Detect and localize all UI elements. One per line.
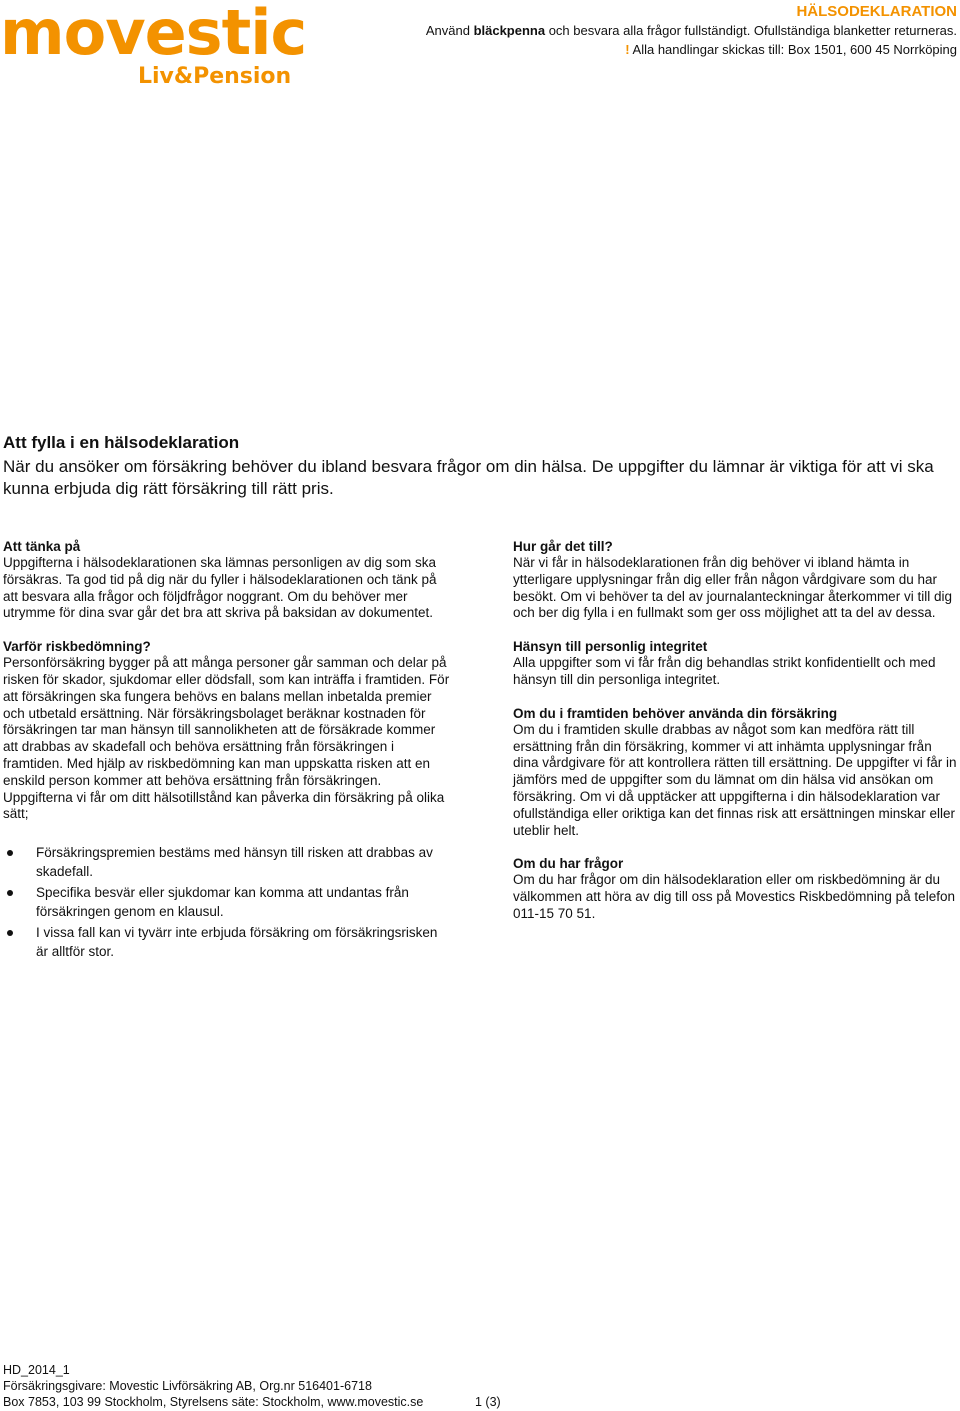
section-integritet — [513, 638, 958, 689]
address-text: Alla handlingar skickas till: Box 1501, 600 45 Norrköping — [629, 42, 957, 57]
section-fragor — [513, 855, 958, 922]
section-text: Alla uppgifter som vi får från dig behandlas strikt konfidentiellt och med hänsyn till din personliga integritet. — [513, 655, 936, 687]
page-footer — [3, 1362, 903, 1410]
section-hur-gar-det-till — [513, 538, 958, 622]
header-instruction — [426, 23, 957, 38]
logo-subtitle: Liv&Pension — [138, 64, 292, 89]
section-title: Att tänka på — [3, 539, 81, 554]
section-text: Om du i framtiden skulle drabbas av något som kan medföra rätt till ersättning från din försäkring, kommer vi att inhämta upplysningar från dina vårdgivare för att kontrollera rätten till ersättning. De uppgifter vi får in jämförs med de uppgifter som du lämnat om din hälsa vid ansökan om försäkring. Om vi då upptäcker att uppgifterna i din hälsodeklaration var ofullständiga eller oriktiga kan det finnas risk att ersättningen minskar eller uteblir helt. — [513, 721, 957, 838]
section-title: Hänsyn till personlig integritet — [513, 639, 708, 655]
form-title: HÄLSODEKLARATION — [796, 3, 957, 20]
section-title: Hur går det till? — [513, 539, 613, 554]
left-column — [3, 538, 453, 977]
header-address — [625, 42, 957, 57]
instruction-pre: Använd — [425, 23, 474, 38]
form-code: HD_2014_1 — [3, 1363, 70, 1377]
section-title: Om du har frågor — [513, 856, 624, 872]
instruction-post: och besvara alla frågor fullständigt. Ofullständiga blanketter returneras. — [545, 23, 957, 38]
bullet-icon — [7, 850, 13, 856]
list-item — [3, 883, 453, 921]
bullet-list — [3, 843, 453, 961]
list-item — [3, 843, 453, 881]
section-text: Om du har frågor om din hälsodeklaration eller om riskbedömning är du välkommen att höra av dig till oss på Movestics Riskbedömning på telefon 011-15 70 51. — [513, 872, 955, 921]
company-address: Box 7853, 103 99 Stockholm, Styrelsens säte: Stockholm, www.movestic.se — [3, 1395, 424, 1409]
section-title: Om du i framtiden behöver använda din försäkring — [513, 705, 838, 721]
page-number: 1 (3) — [475, 1395, 501, 1409]
section-text: När vi får in hälsodeklarationen från dig behöver vi ibland hämta in ytterligare upplysningar från dig eller från någon vårdgivare som du har besökt. Om vi behöver ta del av journalanteckningar återkommer vi till dig och ber dig fylla i en fullmakt som ger oss möjlighet att ta del av dessa. — [513, 555, 952, 621]
section-framtiden — [513, 705, 958, 840]
movestic-logo — [0, 0, 307, 92]
exclamation-icon: ! — [625, 42, 630, 57]
section-title: Varför riskbedömning? — [3, 639, 151, 655]
intro-section — [3, 432, 953, 500]
list-item — [3, 923, 453, 961]
bullet-icon — [7, 890, 13, 896]
section-text: Uppgifterna i hälsodeklarationen ska lämnas personligen av dig som ska försäkras. Ta god tid på dig när du fyller i hälsodeklarationen och tänk på att besvara alla frågor och följdfrågor noggrant. Om du behöver mer utrymme för dina svar går det bra att skriva på baksidan av dokumentet. — [3, 555, 437, 621]
list-item-text: I vissa fall kan vi tyvärr inte erbjuda försäkring om försäkringsrisken är alltför stor. — [36, 925, 438, 960]
insurer-info: Försäkringsgivare: Movestic Livförsäkring AB, Org.nr 516401-6718 — [3, 1379, 372, 1393]
section-att-tanka-pa — [3, 538, 453, 622]
section-riskbedomning — [3, 638, 453, 961]
intro-title: Att fylla i en hälsodeklaration — [3, 433, 240, 452]
bullet-icon — [7, 930, 13, 936]
list-item-text: Specifika besvär eller sjukdomar kan komma att undantas från försäkringen genom en klausul. — [36, 885, 409, 920]
right-column — [513, 538, 958, 939]
intro-text: När du ansöker om försäkring behöver du ibland besvara frågor om din hälsa. De uppgifter du lämnar är viktiga för att vi ska kunna erbjuda dig rätt försäkring till rätt pris. — [3, 457, 934, 498]
section-text-2: Uppgifterna vi får om ditt hälsotillstånd kan påverka din försäkring på olika sätt; — [3, 789, 445, 822]
section-text: Personförsäkring bygger på att många personer går samman och delar på risken för skador, sjukdomar eller dödsfall, som kan inträffa i framtiden. För att försäkringen ska fungera behövs en balans mellan inbetalda premier och utbetald ersättning. När försäkringsbolaget beräknar kostnaden för försäkringen tar man hänsyn till sannolikheten att de försäkrade kommer att drabbas av skadefall och behöva ersättning från försäkringen i framtiden. Med hjälp av riskbedömning kan man uppskatta risken att en enskild person kommer att behöva ersättning från försäkringen. — [3, 655, 450, 788]
list-item-text: Försäkringspremien bestäms med hänsyn till risken att drabbas av skadefall. — [36, 845, 433, 880]
instruction-bold: bläckpenna — [473, 23, 546, 38]
logo-wordmark: movestic — [0, 0, 307, 69]
